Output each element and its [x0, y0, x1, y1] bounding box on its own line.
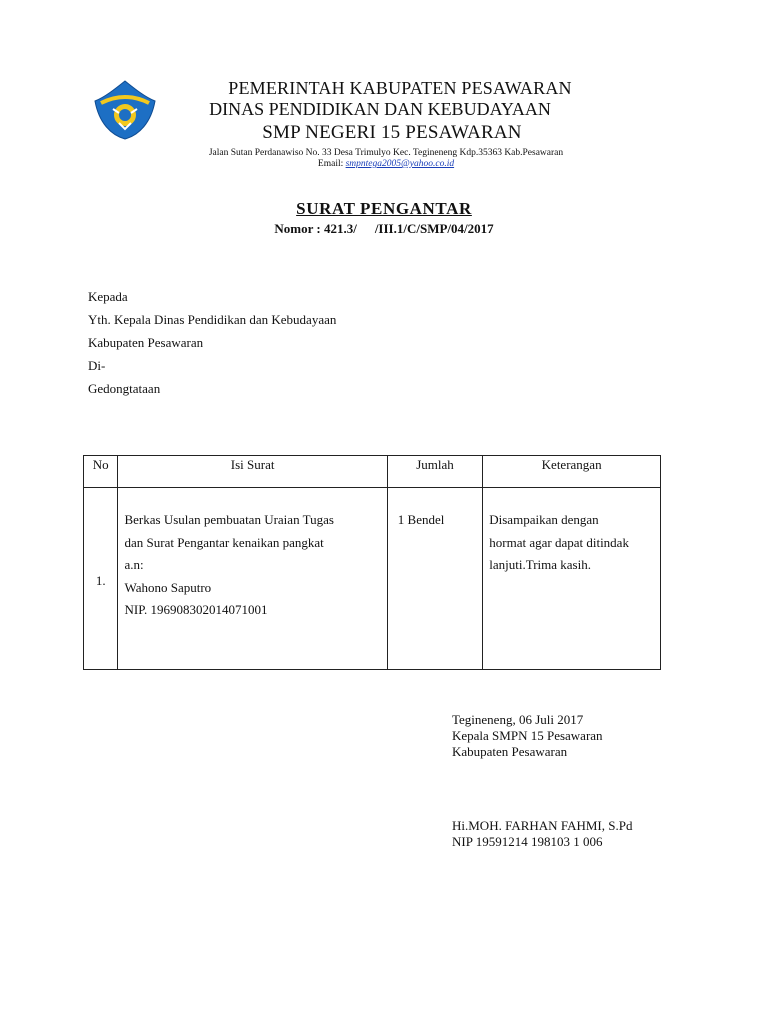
letter-title: SURAT PENGANTAR — [296, 199, 472, 218]
signature-place-date: Tegineneng, 06 Juli 2017 — [452, 712, 584, 727]
cell-jumlah: 1 Bendel — [387, 488, 482, 670]
recipient-place: Gedongtataan — [88, 381, 161, 396]
letter-contents-table — [83, 455, 661, 670]
recipient-title: Yth. Kepala Dinas Pendidikan dan Kebudayaan — [88, 312, 337, 327]
table-header-row — [84, 456, 661, 488]
signature-block — [452, 712, 603, 760]
letterhead-government: PEMERINTAH KABUPATEN PESAWARAN — [228, 78, 572, 98]
letterhead — [165, 78, 635, 170]
ket-line: lanjuti.Trima kasih. — [489, 557, 591, 572]
isi-line: a.n: — [124, 557, 144, 572]
email-link[interactable]: smpntega2005@yahoo.co.id — [345, 159, 455, 169]
signatory-nip: NIP 19591214 198103 1 006 — [452, 834, 603, 849]
signature-position: Kepala SMPN 15 Pesawaran — [452, 728, 603, 743]
recipient-region: Kabupaten Pesawaran — [88, 335, 204, 350]
signatory-name: Hi.MOH. FARHAN FAHMI, S.Pd — [452, 818, 633, 833]
letterhead-email-line — [151, 159, 621, 170]
letter-number — [0, 221, 768, 237]
recipient-di: Di- — [88, 358, 106, 373]
letterhead-department: DINAS PENDIDIKAN DAN KEBUDAYAAN — [209, 99, 551, 119]
letterhead-school: SMP NEGERI 15 PESAWARAN — [262, 122, 522, 143]
isi-line: Wahono Saputro — [124, 579, 212, 595]
signatory — [452, 818, 632, 850]
header-isi-surat: Isi Surat — [118, 456, 387, 488]
cell-keterangan — [483, 488, 661, 670]
letter-number-prefix: Nomor : 421.3/ — [274, 221, 357, 236]
cell-isi-surat — [118, 488, 387, 670]
letterhead-address: Jalan Sutan Perdanawiso No. 33 Desa Trimulyo Kec. Tegineneng Kdp.35363 Kab.Pesawaran — [208, 148, 564, 158]
table-row — [84, 488, 661, 670]
email-label: Email: — [317, 159, 344, 169]
signature-region: Kabupaten Pesawaran — [452, 744, 568, 759]
header-no: No — [84, 456, 118, 488]
isi-line: Berkas Usulan pembuatan Uraian Tugas — [124, 512, 334, 527]
header-keterangan: Keterangan — [483, 456, 661, 488]
header-jumlah: Jumlah — [387, 456, 482, 488]
ket-line: Disampaikan dengan — [489, 512, 599, 527]
isi-line: NIP. 196908302014071001 — [124, 602, 268, 617]
recipient-kepada: Kepada — [88, 289, 128, 304]
isi-line: dan Surat Pengantar kenaikan pangkat — [124, 534, 324, 550]
ket-line: hormat agar dapat ditindak — [489, 534, 629, 550]
letter-number-suffix: /III.1/C/SMP/04/2017 — [374, 221, 494, 236]
cell-no: 1. — [84, 488, 118, 670]
